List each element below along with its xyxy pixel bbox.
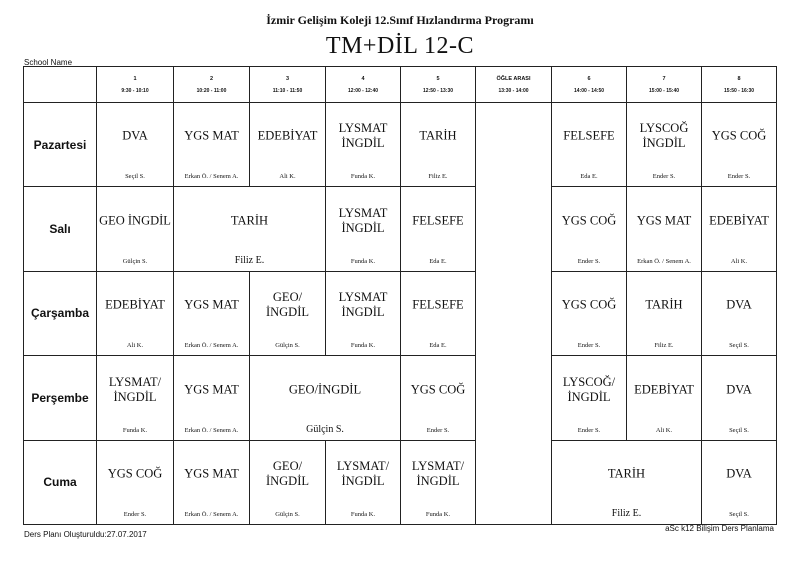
- lesson-cell: [97, 440, 174, 524]
- lesson-cell: [401, 356, 476, 440]
- lesson-teacher: Ender S.: [123, 510, 147, 518]
- lesson-subject: YGS MAT: [184, 128, 239, 143]
- lesson-teacher: Ender S.: [727, 173, 751, 181]
- lesson-subject: GEO/ İNGDİL: [265, 458, 310, 488]
- day-row-sali: [24, 187, 777, 271]
- school-title: İzmir Gelişim Koleji 12.Sınıf Hızlandırma Programı: [266, 13, 534, 27]
- lesson-teacher: Ender S.: [577, 426, 601, 434]
- lesson-cell: [401, 271, 476, 355]
- lesson-subject: FELSEFE: [412, 213, 464, 228]
- lesson-subject: YGS COĞ: [561, 213, 617, 228]
- lesson-teacher: Funda K.: [350, 257, 376, 265]
- lesson-subject: EDEBİYAT: [105, 297, 165, 312]
- lesson-cell: [627, 271, 702, 355]
- lesson-subject: LYSCOĞ/ İNGDİL: [562, 374, 616, 404]
- period-header: 3 11:10 - 11:50: [250, 67, 326, 103]
- lesson-cell: [627, 356, 702, 440]
- day-row-pazartesi: [24, 103, 777, 187]
- lesson-teacher: Seçil S.: [729, 426, 749, 434]
- lesson-cell: [326, 187, 401, 271]
- lesson-cell: [627, 103, 702, 187]
- lesson-subject: DVA: [726, 297, 752, 312]
- lesson-teacher: Seçil S.: [125, 173, 145, 181]
- lesson-teacher: Gülçin S.: [122, 257, 148, 265]
- lesson-subject: LYSMAT İNGDİL: [338, 290, 388, 320]
- lesson-subject: DVA: [726, 382, 752, 397]
- lesson-subject: FELSEFE: [412, 297, 464, 312]
- created-date: Ders Planı Oluşturuldu:27.07.2017: [24, 530, 147, 539]
- lesson-subject: FELSEFE: [563, 128, 615, 143]
- lesson-subject: GEO/ İNGDİL: [265, 290, 310, 320]
- lesson-subject: GEO İNGDİL: [99, 213, 171, 228]
- lesson-subject: YGS MAT: [636, 213, 692, 228]
- lesson-cell: [97, 356, 174, 440]
- day-row-persembe: [24, 356, 777, 440]
- lesson-teacher: Erkan Ö. / Senem A.: [184, 426, 239, 434]
- lesson-teacher: Ender S.: [577, 342, 601, 350]
- day-label: Çarşamba: [24, 271, 97, 355]
- lesson-cell: [552, 103, 627, 187]
- lesson-cell: [326, 440, 401, 524]
- lesson-teacher: Gülçin S.: [275, 342, 300, 350]
- lesson-subject: LYSMAT/ İNGDİL: [336, 458, 390, 488]
- lesson-subject: YGS MAT: [184, 382, 239, 397]
- lesson-cell: [97, 103, 174, 187]
- lesson-subject: DVA: [726, 466, 752, 481]
- period-header: 2 10:20 - 11:00: [174, 67, 250, 103]
- lesson-cell: [401, 440, 476, 524]
- lesson-cell: [174, 356, 250, 440]
- lesson-subject: GEO/İNGDİL: [288, 382, 362, 397]
- lesson-subject: LYSCOĞ İNGDİL: [639, 121, 689, 151]
- lesson-teacher: Seçil S.: [729, 510, 749, 518]
- lesson-teacher: Eda E.: [429, 342, 447, 350]
- corner-cell: [24, 67, 97, 103]
- lesson-cell: [174, 440, 250, 524]
- period-header: 1 9:30 - 10:10: [97, 67, 174, 103]
- lesson-cell: [97, 187, 174, 271]
- lesson-cell: [250, 103, 326, 187]
- period-header: 6 14:00 - 14:50: [552, 67, 627, 103]
- lesson-subject: TARİH: [230, 213, 269, 228]
- lesson-cell: [702, 187, 777, 271]
- lesson-teacher: Erkan Ö. / Senem A.: [184, 510, 239, 518]
- lesson-cell: [702, 440, 777, 524]
- day-label: Salı: [24, 187, 97, 271]
- lesson-cell: [702, 103, 777, 187]
- software-credit: aSc k12 Bilişim Ders Planlama: [665, 524, 774, 533]
- lesson-subject: YGS COĞ: [711, 128, 767, 143]
- lesson-cell-double: [250, 356, 401, 440]
- lesson-teacher: Funda K.: [350, 173, 376, 181]
- lesson-subject: LYSMAT/ İNGDİL: [411, 458, 465, 488]
- lesson-subject: LYSMAT İNGDİL: [338, 205, 388, 235]
- period-header: 5 12:50 - 13:30: [401, 67, 476, 103]
- lesson-cell: [702, 356, 777, 440]
- day-row-cuma: [24, 440, 777, 524]
- school-name-label: School Name: [24, 58, 73, 67]
- lesson-teacher: Erkan Ö. / Senem A.: [637, 257, 691, 265]
- lesson-subject: LYSMAT/ İNGDİL: [108, 374, 162, 404]
- lesson-teacher: Filiz E.: [428, 173, 448, 181]
- lesson-cell: [627, 187, 702, 271]
- lesson-cell: [702, 271, 777, 355]
- lesson-cell: [552, 271, 627, 355]
- period-header: 4 12:00 - 12:40: [326, 67, 401, 103]
- lesson-cell: [401, 187, 476, 271]
- lesson-cell: [401, 103, 476, 187]
- lesson-teacher: Filiz E.: [234, 254, 265, 266]
- day-label: Cuma: [24, 440, 97, 524]
- day-label: Pazartesi: [24, 103, 97, 187]
- lesson-cell: [552, 356, 627, 440]
- lesson-teacher: Funda K.: [350, 342, 376, 350]
- lesson-teacher: Eda E.: [580, 173, 598, 181]
- lesson-teacher: Erkan Ö. / Senem A.: [184, 342, 239, 350]
- lesson-subject: EDEBİYAT: [257, 128, 318, 143]
- lesson-teacher: Seçil S.: [729, 342, 749, 350]
- lesson-teacher: Ali K.: [279, 173, 296, 181]
- lesson-cell: [174, 103, 250, 187]
- period-header-row: [24, 67, 777, 103]
- lunch-break-header: ÖĞLE ARASI 13:30 - 14:00: [476, 67, 552, 103]
- lesson-subject: TARİH: [645, 297, 683, 312]
- lesson-subject: EDEBİYAT: [634, 382, 694, 397]
- lesson-subject: YGS COĞ: [410, 382, 466, 397]
- lesson-teacher: Funda K.: [425, 510, 451, 518]
- lesson-subject: YGS COĞ: [107, 466, 163, 481]
- period-header: 8 15:50 - 16:30: [702, 67, 777, 103]
- lesson-subject: YGS MAT: [184, 297, 239, 312]
- lesson-cell-double: [174, 187, 326, 271]
- lesson-teacher: Funda K.: [122, 426, 148, 434]
- lesson-cell: [250, 440, 326, 524]
- lesson-teacher: Eda E.: [429, 257, 447, 265]
- lesson-teacher: Ender S.: [577, 257, 601, 265]
- lesson-cell-double: [552, 440, 702, 524]
- lesson-cell: [97, 271, 174, 355]
- day-label: Perşembe: [24, 356, 97, 440]
- lesson-subject: LYSMAT İNGDİL: [338, 121, 388, 151]
- lesson-subject: YGS MAT: [184, 466, 239, 481]
- lesson-subject: TARİH: [419, 128, 457, 143]
- day-row-carsamba: [24, 271, 777, 355]
- period-header: 7 15:00 - 15:40: [627, 67, 702, 103]
- lesson-subject: YGS COĞ: [561, 297, 617, 312]
- lesson-teacher: Gülçin S.: [306, 423, 344, 435]
- lesson-cell: [250, 271, 326, 355]
- lesson-teacher: Ali K.: [655, 426, 673, 434]
- lesson-subject: TARİH: [607, 466, 646, 481]
- lesson-teacher: Ender S.: [652, 173, 676, 181]
- lesson-cell: [326, 103, 401, 187]
- lesson-teacher: Gülçin S.: [275, 510, 300, 518]
- class-title: TM+DİL 12-C: [325, 33, 475, 59]
- lesson-teacher: Ender S.: [426, 426, 450, 434]
- lesson-teacher: Filiz E.: [654, 342, 674, 350]
- lesson-teacher: Ali K.: [730, 257, 748, 265]
- lesson-subject: DVA: [122, 128, 148, 143]
- lesson-teacher: Erkan Ö. / Senem A.: [184, 173, 239, 181]
- lunch-break-column: [476, 103, 552, 525]
- lesson-cell: [552, 187, 627, 271]
- lesson-teacher: Filiz E.: [611, 507, 642, 519]
- lesson-cell: [326, 271, 401, 355]
- lesson-subject: EDEBİYAT: [709, 213, 769, 228]
- lesson-teacher: Funda K.: [350, 510, 376, 518]
- lesson-teacher: Ali K.: [126, 342, 144, 350]
- timetable: [23, 66, 777, 525]
- lesson-cell: [174, 271, 250, 355]
